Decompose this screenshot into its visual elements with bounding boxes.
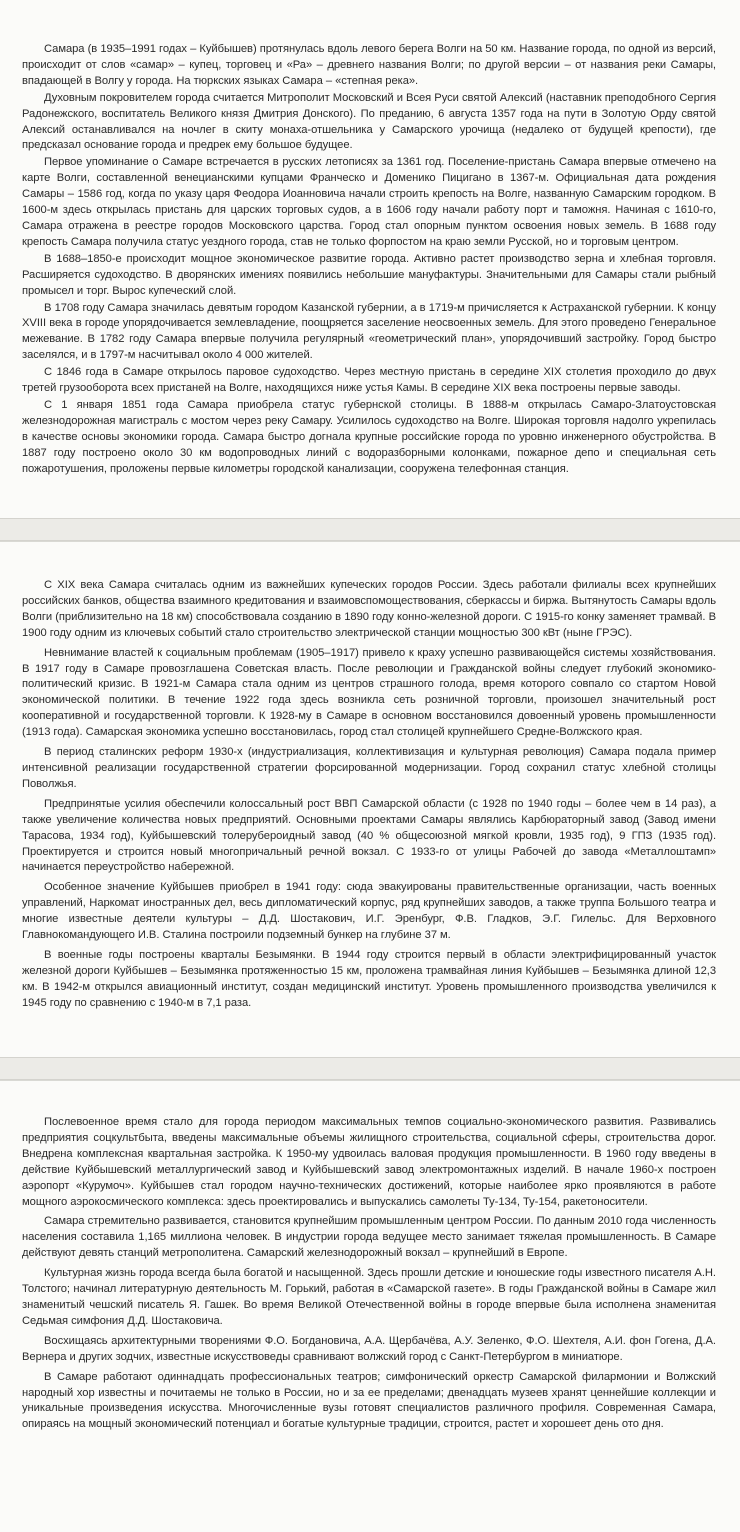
- page-divider: [0, 1057, 740, 1080]
- paragraph: Восхищаясь архитектурными творениями Ф.О. Богдановича, А.А. Щербачёва, А.У. Зеленко, Ф.О. Шехтеля, А.И. фон Гогена, Д.А. Вернера и других зодчих, известные искусствоведы сравнивают волжский город с Санкт-Петербургом в миниатюре.: [22, 1334, 716, 1363]
- paragraph: Самара (в 1935–1991 годах – Куйбышев) протянулась вдоль левого берега Волги на 50 км. Название города, по одной из версий, происходит от слов «самар» – купец, торговец и «Ра» – древнего названия Волги; по другой версии – от названия реки Самары, впадающей в Волгу у города. На тюркских языках Самара – «степная река».: [22, 43, 716, 87]
- paragraph: В 1708 году Самара значилась девятым городом Казанской губернии, а в 1719-м причисляется к Астраханской губернии. К концу XVIII века в городе упорядочивается землевладение, поощряется заселение неосвоенных земель. Для этого проведено Генеральное межевание. В 1782 году Самара впервые получила регулярный «геометрический план», упорядочивший застройку. Город быстро заселялся, и в 1797-м насчитывал около 4 000 жителей.: [22, 301, 716, 362]
- paragraph: В 1688–1850-е происходит мощное экономическое развитие города. Активно растет производство зерна и хлебная торговля. Расширяется судоходство. В дворянских имениях появились небольшие мануфактуры. Значительными для Самары стали рыбный промысел и торг. Вырос купеческий слой.: [22, 252, 716, 297]
- paragraph: С 1 января 1851 года Самара приобрела статус губернской столицы. В 1888-м открылась Самаро-Златоустовская железнодорожная магистраль с мостом через реку Самару. Усилилось судоходство на Волге. Широкая торговля надолго укрепилась в качестве основы экономики города. Самара быстро догнала крупные российские города по уровню инженерного обустройства. В 1887 году построено около 30 км водопроводных линий с водоразборными колонками, пожарное депо и специальная сеть пожаротушения, проложены первые километры городской канализации, сооружена телефонная станция.: [22, 398, 716, 475]
- paragraph: В военные годы построены кварталы Безымянки. В 1944 году строится первый в области электрифицированный участок железной дороги Куйбышев – Безымянка протяженностью 15 км, проложена трамвайная линия Куйбышев – Безымянка длиной 12,3 км. В 1942-м открылся авиационный институт, создан медицинский институт. Уровень промышленного производства увеличился к 1945 году по сравнению с 1940-м в 7,1 раза.: [22, 948, 716, 1009]
- page-1: [0, 0, 740, 518]
- page-2: [0, 541, 740, 1057]
- paragraph: Невнимание властей к социальным проблемам (1905–1917) привело к краху успешно развивающейся системы хозяйствования. В 1917 году в Самаре провозглашена Советская власть. После революции и Гражданской войны следует глубокий экономико-политический кризис. В 1921-м Самара стала одним из центров страшного голода, время которого совпало со стартом Новой экономической политики. В течение 1922 года здесь возникла сеть розничной торговли, произошел значительный рост кооперативной и государственной торговли. К 1928-му в Самаре в основном восстановился довоенный уровень промышленности (1913 года). Самарская экономика успешно восстановилась, город стал столицей крупнейшего Средне-Волжского края.: [22, 646, 716, 739]
- paragraph: Особенное значение Куйбышев приобрел в 1941 году: сюда эвакуированы правительственные организации, часть военных управлений, Наркомат иностранных дел, весь дипломатический корпус, ряд крупнейших заводов, а также труппа Большого театра и многие известные деятели культуры – Д.Д. Шостакович, И.Г. Эренбург, Ф.В. Гладков, Э.Г. Гилельс. Для Верховного Главнокомандующего И.В. Сталина построили подземный бункер на глубине 37 м.: [22, 881, 716, 942]
- paragraph: С XIX века Самара считалась одним из важнейших купеческих городов России. Здесь работали филиалы всех крупнейших российских банков, общества взаимного кредитования и взаимовспомоществования, сберкассы и биржа. Вытянутость Самары вдоль Волги (приблизительно на 18 км) способствовала созданию в 1890 году конно-железной дороги. С 1915-го конку заменяет трамвай. В 1900 году одним из ключевых событий стало строительство электрической станции мощностью 300 кВт (ныне ГРЭС).: [22, 579, 716, 639]
- page-divider: [0, 518, 740, 541]
- paragraph: Послевоенное время стало для города периодом максимальных темпов социально-экономического развития. Развивались предприятия соцкультбыта, введены максимальные объемы жилищного строительства, социальной сферы, строительства дорог. Внедрена комплексная квартальная застройка. К 1950-му удвоилась валовая продукция промышленности. В 1960 году введены в действие Куйбышевский металлургический завод и Куйбышевский завод электромонтажных изделий. В начале 1960-х построен аэропорт «Курумоч». Куйбышев стал городом научно-технических достижений, которые наиболее ярко проявляются в работе мощного аэрокосмического комплекса: здесь проектировались и выпускались самолеты Ту-134, Ту-154, ракетоносители.: [22, 1116, 716, 1208]
- paragraph: Культурная жизнь города всегда была богатой и насыщенной. Здесь прошли детские и юношеские годы известного писателя А.Н. Толстого; начинал литературную деятельность М. Горький, работая в «Самарской газете». В годы Гражданской войны в Самаре жил знаменитый чешский писатель Я. Гашек. Во время Великой Отечественной войны в городе впервые была исполнена знаменитая Седьмая симфония Д.Д. Шостаковича.: [22, 1267, 716, 1327]
- paragraph: Первое упоминание о Самаре встречается в русских летописях за 1361 год. Поселение-пристань Самара впервые отмечено на карте Волги, составленной венецианскими купцами Франческо и Доменико Пицигано в 1367-м. Официальная дата рождения Самары – 1586 год, когда по указу царя Феодора Иоанновича начали строить крепость на Волге, названную Самарским городком. В 1600-м здесь открылась пристань для царских торговых судов, а в 1606 году начали работу порт и таможня. Начиная с 1610-го, Самара отражена в реестре городов Московского царства. Город стал опорным пунктом освоения новых земель. В 1688 году крепость Самара получила статус уездного города, став не только форпостом на краю земли Русской, но и торговым центром.: [22, 156, 716, 248]
- paragraph: Предпринятые усилия обеспечили колоссальный рост ВВП Самарской области (с 1928 по 1940 годы – более чем в 14 раз), а также увеличение количества новых предприятий. Основными проектами Самары являлись Карбюраторный завод (Завод имени Тарасова, 1934 год), Куйбышевский толерубероидный завод (40 % общесоюзной мягкой кровли, 1935 год), 9 ГПЗ (1935 год). Проектируется и строится новый многопричальный речной вокзал. С 1933-го от улицы Рабочей до завода «Металлоштамп» начинается переустройство набережной.: [22, 797, 716, 874]
- page-3: [0, 1080, 740, 1532]
- paragraph: В Самаре работают одиннадцать профессиональных театров; симфонический оркестр Самарской филармонии и Волжский народный хор известны и почитаемы не только в России, но и за ее пределами; двенадцать музеев хранят ценнейшие коллекции и уникальные произведения искусства. Многочисленные вузы готовят специалистов различного профиля. Современная Самара, опираясь на мощный экономический потенциал и богатые культурные традиции, строится, растет и хорошеет день ото дня.: [22, 1370, 716, 1431]
- paragraph: Духовным покровителем города считается Митрополит Московский и Всея Руси святой Алексий (наставник преподобного Сергия Радонежского, воспитатель Великого князя Дмитрия Донского). По преданию, 6 августа 1357 года на пути в Золотую Орду святой Алексий останавливался на ночлег в скиту монаха-отшельника у Самарского урочища (недалеко от будущей крепости), где предсказал основание города и предрек ему большое будущее.: [22, 91, 716, 152]
- paragraph: Самара стремительно развивается, становится крупнейшим промышленным центром России. По данным 2010 года численность населения составила 1,165 миллиона человек. В индустрии города ведущее место занимает тяжелая промышленность. В Самаре действуют девять станций метрополитена. Самарский железнодорожный вокзал – крупнейший в Европе.: [22, 1215, 716, 1260]
- paragraph: С 1846 года в Самаре открылось паровое судоходство. Через местную пристань в середине XIX столетия проходило до двух третей грузооборота всех пристаней на Волге, находящихся ниже устья Камы. В середине XIX века построены первые заводы.: [22, 366, 716, 395]
- paragraph: В период сталинских реформ 1930-х (индустриализация, коллективизация и культурная революция) Самара подала пример интенсивной реализации государственной стратегии форсированной модернизации. Город сохранил статус хлебной столицы Поволжья.: [22, 746, 716, 790]
